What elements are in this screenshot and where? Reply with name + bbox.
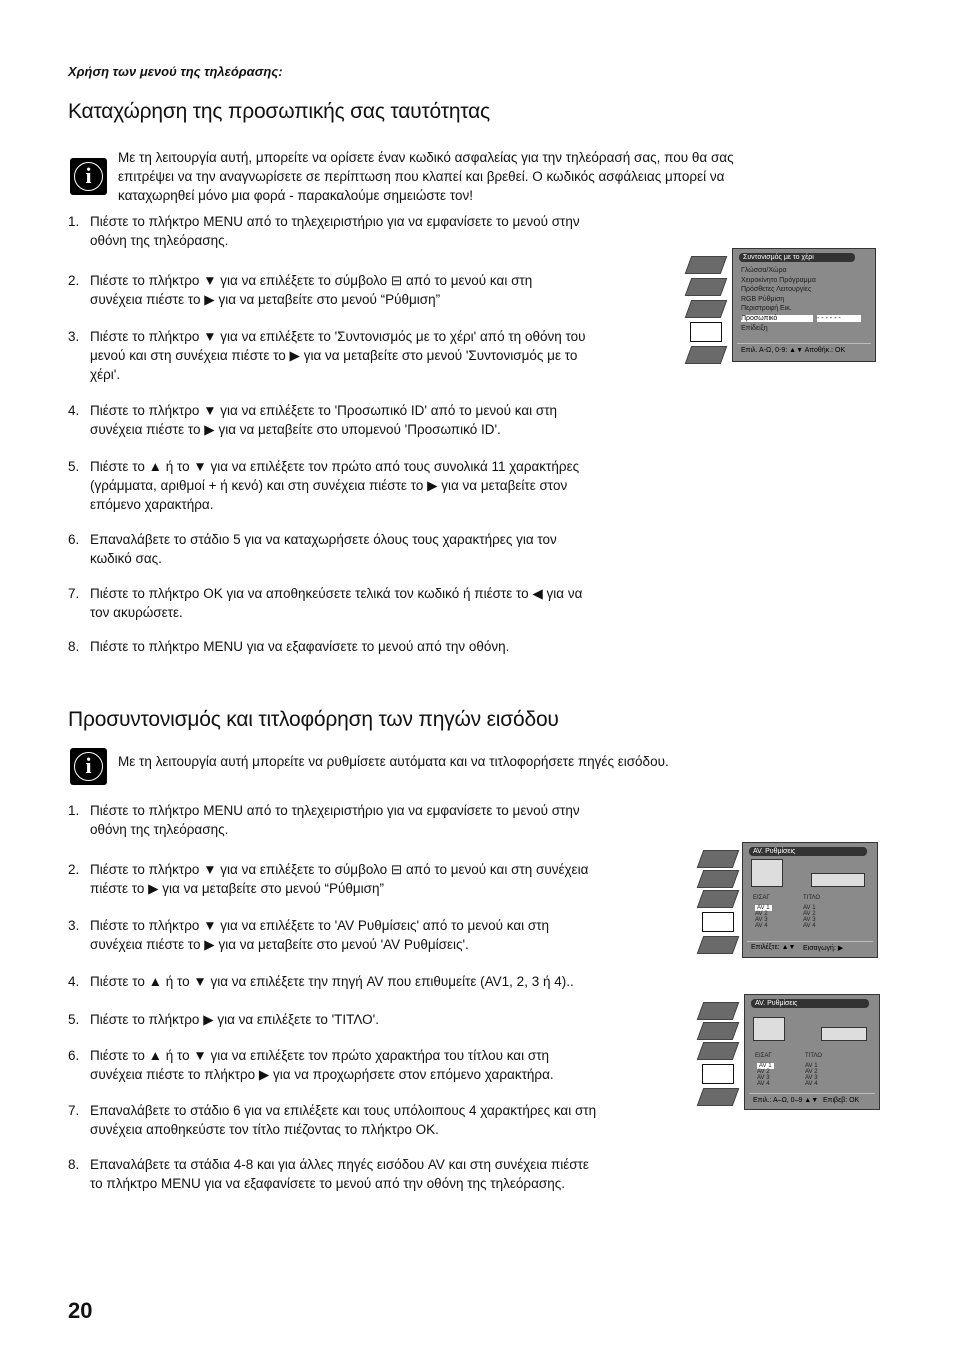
- step-number: 1.: [68, 214, 80, 229]
- step-number: 2.: [68, 273, 80, 288]
- step-text: Επαναλάβετε το στάδιο 5 για να καταχωρήσετε όλους τους χαρακτήρες για τον κωδικό σας.: [90, 532, 557, 566]
- instruction-step: [68, 972, 668, 991]
- av-inputs-icon: [821, 1027, 867, 1041]
- step-text: Πιέστε το ▲ ή το ▼ για να επιλέξετε την πηγή AV που επιθυμείτε (AV1, 2, 3 ή 4)..: [90, 974, 574, 989]
- step-text: Πιέστε το πλήκτρο OK για να αποθηκεύσετε τελικά τον κωδικό ή πιέστε το ◀ για να τον ακυρώσετε.: [90, 586, 583, 620]
- menu-header: AV. Ρυθμίσεις: [749, 847, 867, 856]
- col-header-input: ΕΙΣΑΓ: [753, 895, 770, 901]
- preset-menu-icon: [697, 1088, 740, 1106]
- info-icon: i: [70, 748, 107, 785]
- section2-info-text: Με τη λειτουργία αυτή μπορείτε να ρυθμίσετε αυτόματα και να τιτλοφορήσετε πηγές εισόδου.: [118, 754, 669, 769]
- av-title-item[interactable]: AV 3: [803, 917, 816, 923]
- section1-title: Καταχώρηση της προσωπικής σας ταυτότητας: [68, 100, 490, 123]
- step-number: 4.: [68, 974, 80, 989]
- step-number: 3.: [68, 329, 80, 344]
- instruction-step: [68, 637, 668, 656]
- av-title-item[interactable]: AV 4: [805, 1081, 818, 1087]
- step-text: Επαναλάβετε τα στάδια 4-8 και για άλλες πηγές εισόδου AV και στη συνέχεια πιέστε το πλήκτρο MENU για να εξαφανίσετε το μενού από την οθόνη της τηλεόρασης.: [90, 1157, 589, 1191]
- instruction-step: [68, 327, 668, 384]
- setup-menu-icon: [690, 322, 722, 342]
- step-number: 8.: [68, 1157, 80, 1172]
- step-text: Πιέστε το πλήκτρο MENU από το τηλεχειριστήριο για να εμφανίσετε το μενού στην οθόνη της τηλεόρασης.: [90, 214, 580, 248]
- step-text: Πιέστε το πλήκτρο MENU από το τηλεχειριστήριο για να εμφανίσετε το μενού στην οθόνη της τηλεόρασης.: [90, 803, 580, 837]
- av-source-item[interactable]: AV 1: [759, 1063, 772, 1069]
- menu-item[interactable]: RGB Ρύθμιση: [741, 295, 785, 303]
- instruction-step: [68, 401, 668, 439]
- menu-footer: Επιλ. Α-Ω, 0-9: ▲▼ Αποθήκ.: OK: [741, 347, 846, 354]
- av-title-item[interactable]: AV 3: [805, 1075, 818, 1081]
- step-text: Πιέστε το πλήκτρο MENU για να εξαφανίσετε το μενού από την οθόνη.: [90, 639, 510, 654]
- info-icon: i: [70, 158, 107, 195]
- av-source-item[interactable]: AV 2: [755, 911, 768, 917]
- av-source-item[interactable]: AV 4: [755, 923, 768, 929]
- instruction-step: [68, 1155, 668, 1193]
- instruction-step: [68, 584, 668, 622]
- step-text: Πιέστε το πλήκτρο ▼ για να επιλέξετε το 'AV Ρυθμίσεις' από το μενού και στη συνέχεια πιέστε το ▶ για να μεταβείτε στο μενού 'AV Ρυθμίσεις'.: [90, 918, 550, 952]
- av-source-item[interactable]: AV 3: [755, 917, 768, 923]
- step-text: Πιέστε το πλήκτρο ▼ για να επιλέξετε το σύμβολο ⊟ από το μενού και στη συνέχεια πιέστε το ▶ για να μεταβείτε στο μενού “Ρύθμιση”: [90, 273, 533, 307]
- menu-item[interactable]: Προσωπικό: [741, 315, 813, 322]
- menu-footer-select: Επιλέξτε: ▲▼: [751, 944, 796, 951]
- picture-menu-icon: [685, 256, 728, 274]
- instruction-step: [68, 801, 668, 839]
- av-title-item[interactable]: AV 4: [803, 923, 816, 929]
- menu-header: Συντονισμός με το χέρι: [739, 253, 855, 262]
- instruction-step: [68, 1046, 668, 1084]
- av-source-item[interactable]: AV 1: [757, 905, 770, 911]
- step-number: 5.: [68, 459, 80, 474]
- av-settings-menu-screenshot-a: [696, 842, 880, 960]
- instruction-step: [68, 530, 668, 568]
- section2-title: Προσυντονισμός και τιτλοφόρηση των πηγών εισόδου: [68, 708, 559, 731]
- menu-item[interactable]: Επίδειξη: [741, 324, 768, 332]
- instruction-step: [68, 457, 668, 514]
- av-title-item[interactable]: AV 2: [803, 911, 816, 917]
- sound-menu-icon: [697, 870, 740, 888]
- step-text: Πιέστε το πλήκτρο ▼ για να επιλέξετε το 'Προσωπικό ID' από το μενού και στη συνέχεια πιέστε το ▶ για να μεταβείτε στο υπομενού 'Προσωπικό ID'.: [90, 403, 558, 437]
- preset-menu-icon: [685, 346, 728, 364]
- menu-item[interactable]: Χειροκίνητο Πρόγραμμα: [741, 276, 816, 284]
- av-source-item[interactable]: AV 4: [757, 1081, 770, 1087]
- step-text: Πιέστε το ▲ ή το ▼ για να επιλέξετε τον πρώτο χαρακτήρα του τίτλου και στη συνέχεια πιέστε το πλήκτρο ▶ για να προχωρήσετε στον επόμενο χαρακτήρα.: [90, 1048, 554, 1082]
- av-settings-menu-screenshot-b: [696, 994, 882, 1112]
- av-source-item[interactable]: AV 2: [757, 1069, 770, 1075]
- features-menu-icon: [697, 1042, 740, 1060]
- step-text: Πιέστε το πλήκτρο ▶ για να επιλέξετε το 'ΤΙΤΛΟ'.: [90, 1012, 379, 1027]
- manual-tuning-menu-screenshot: [684, 248, 878, 364]
- col-header-title: ΤΙΤΛΟ: [803, 895, 821, 901]
- step-number: 4.: [68, 403, 80, 418]
- step-number: 7.: [68, 586, 80, 601]
- col-header-title: ΤΙΤΛΟ: [805, 1053, 823, 1059]
- step-number: 5.: [68, 1012, 80, 1027]
- step-number: 7.: [68, 1103, 80, 1118]
- instruction-step: [68, 271, 668, 309]
- page-kicker: Χρήση των μενού της τηλεόρασης:: [68, 64, 283, 79]
- section1-info-text: Με τη λειτουργία αυτή, μπορείτε να ορίσετε έναν κωδικό ασφαλείας για την τηλεόρασή σας, που θα σας επιτρέψει να την αναγνωρίσετε σε περίπτωση που κλαπεί και βρεθεί. Ο κωδικός ασφάλειας μπορεί να καταχωρηθεί μόνο μια φορά - παρακαλούμε σημειώστε τον!: [118, 150, 734, 203]
- av-source-item[interactable]: AV 3: [757, 1075, 770, 1081]
- step-text: Επαναλάβετε το στάδιο 6 για να επιλέξετε και τους υπόλοιπους 4 χαρακτήρες και στη συνέχεια αποθηκεύστε τον τίτλο πιέζοντας το πλήκτρο OK.: [90, 1103, 597, 1137]
- step-number: 6.: [68, 1048, 80, 1063]
- page-number: 20: [68, 1298, 93, 1323]
- menu-footer-enter: Εισαγωγή: ▶: [803, 945, 844, 952]
- step-number: 1.: [68, 803, 80, 818]
- instruction-step: [68, 916, 668, 954]
- preset-menu-icon: [697, 936, 740, 954]
- av-connector-icon: [751, 859, 783, 887]
- menu-footer-confirm: Επιβεβ: OK: [823, 1097, 860, 1104]
- step-number: 8.: [68, 639, 80, 654]
- instruction-step: [68, 860, 668, 898]
- menu-item[interactable]: Γλώσσα/Χώρα: [741, 267, 787, 274]
- av-connector-icon: [753, 1017, 785, 1041]
- step-text: Πιέστε το πλήκτρο ▼ για να επιλέξετε το σύμβολο ⊟ από το μενού και στη συνέχεια πιέστε το ▶ για να μεταβείτε στο μενού “Ρύθμιση”: [90, 862, 589, 896]
- features-menu-icon: [697, 890, 740, 908]
- av-title-item[interactable]: AV 1: [805, 1063, 818, 1069]
- sound-menu-icon: [685, 278, 728, 296]
- step-number: 6.: [68, 532, 80, 547]
- setup-menu-icon: [702, 1064, 734, 1084]
- personal-id-value: - - - - - -: [817, 315, 861, 322]
- menu-item[interactable]: Περιστροφή Εικ.: [741, 305, 792, 313]
- menu-item[interactable]: Πρόσθετες Λειτουργίες: [741, 286, 812, 294]
- av-title-item[interactable]: AV 2: [805, 1069, 818, 1075]
- step-number: 2.: [68, 862, 80, 877]
- picture-menu-icon: [697, 1002, 740, 1020]
- av-inputs-icon: [811, 873, 865, 887]
- step-text: Πιέστε το πλήκτρο ▼ για να επιλέξετε το 'Συντονισμός με το χέρι' από τη οθόνη του μενού και στη συνέχεια πιέστε το ▶ για να μεταβείτε στο μενού 'Συντονισμός με το χέρι'.: [90, 329, 586, 382]
- step-number: 3.: [68, 918, 80, 933]
- col-header-input: ΕΙΣΑΓ: [755, 1053, 772, 1059]
- instruction-step: [68, 1101, 668, 1139]
- instruction-step: [68, 1010, 668, 1029]
- step-text: Πιέστε το ▲ ή το ▼ για να επιλέξετε τον πρώτο από τους συνολικά 11 χαρακτήρες (γράμματα, αριθμοί + ή κενό) και στη συνέχεια πιέστε το ▶ για να μεταβείτε στον επόμενο χαρακτήρα.: [90, 459, 580, 512]
- setup-menu-icon: [702, 912, 734, 932]
- features-menu-icon: [685, 300, 728, 318]
- av-title-item[interactable]: AV 1: [803, 905, 816, 911]
- picture-menu-icon: [697, 850, 740, 868]
- sound-menu-icon: [697, 1022, 740, 1040]
- instruction-step: [68, 212, 668, 250]
- menu-header: AV. Ρυθμίσεις: [751, 999, 869, 1008]
- menu-footer-select: Επιλ.: Α–Ω, 0–9 ▲▼: [753, 1097, 819, 1104]
